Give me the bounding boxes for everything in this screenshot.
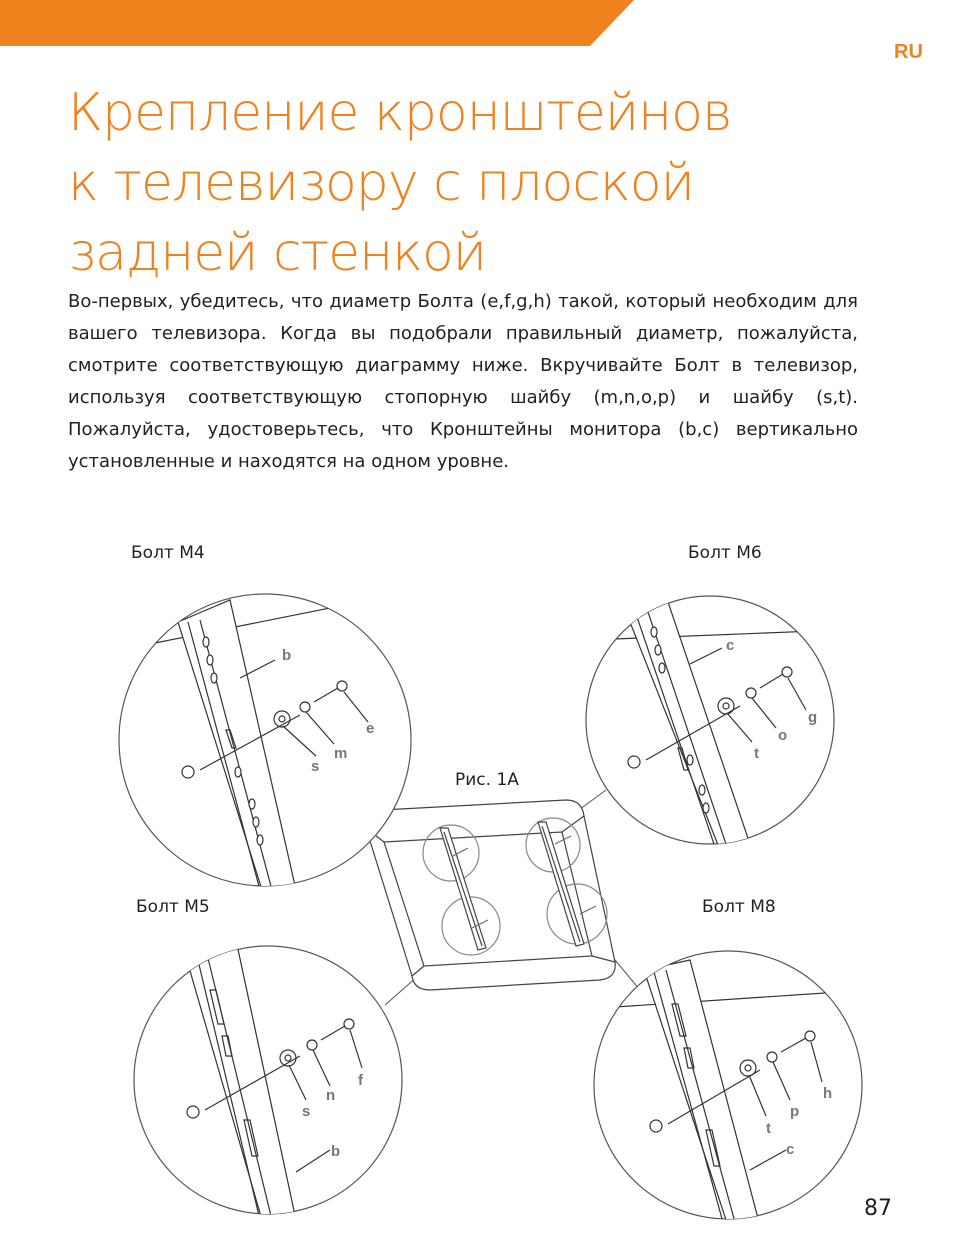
title-line-1: Крепление кронштейнов	[68, 83, 732, 143]
part-label-washer-t: t	[766, 1120, 771, 1137]
figure-caption: Рис. 1A	[455, 770, 519, 790]
part-label-lock-washer-o: o	[778, 727, 788, 744]
tv-back-view	[366, 800, 615, 990]
page-number: 87	[864, 1196, 892, 1221]
part-label-bolt-h: h	[823, 1085, 833, 1102]
instructions-paragraph: Во-первых, убедитесь, что диаметр Болта (e,f,g,h) такой, который необходим для вашего телевизора. Когда вы подобрали правильный диаметр, пожалуйста, смотрите соответствующую диаграмму ниже. Вкручивайте Болт в телевизор, используя соответствующую стопорную шайбу (m,n,o,p) и шайбу (s,t). Пожалуйста, удостоверьтесь, что Кронштейны монитора (b,c) вертикально установленные и находятся на одном уровне.	[68, 291, 858, 472]
part-label-bracket-c: c	[786, 1141, 795, 1158]
part-label-bolt-f: f	[358, 1072, 363, 1089]
part-label-lock-washer-p: p	[790, 1103, 800, 1120]
detail-circle-m8	[594, 951, 870, 1226]
part-label-washer-t: t	[754, 745, 759, 762]
language-code: RU	[894, 41, 923, 63]
detail-circle-m5	[134, 940, 402, 1220]
label-bolt-m5: Болт M5	[136, 897, 210, 917]
label-bolt-m6: Болт M6	[688, 543, 762, 563]
part-label-bolt-e: e	[366, 720, 375, 737]
part-label-bracket-b: b	[331, 1143, 341, 1160]
label-bolt-m8: Болт M8	[702, 897, 776, 917]
part-label-washer-s: s	[302, 1103, 311, 1120]
part-label-washer-s: s	[311, 758, 320, 775]
title-line-3: задней стенкой	[68, 223, 487, 283]
part-label-bracket-b: b	[282, 647, 292, 664]
detail-circle-m6	[586, 596, 840, 850]
part-label-bolt-g: g	[808, 709, 818, 726]
part-label-bracket-c: c	[726, 637, 735, 654]
label-bolt-m4: Болт M4	[131, 543, 205, 563]
title-line-2: к телевизору с плоской	[68, 153, 694, 213]
part-label-lock-washer-m: m	[334, 745, 348, 762]
part-label-lock-washer-n: n	[326, 1087, 336, 1104]
